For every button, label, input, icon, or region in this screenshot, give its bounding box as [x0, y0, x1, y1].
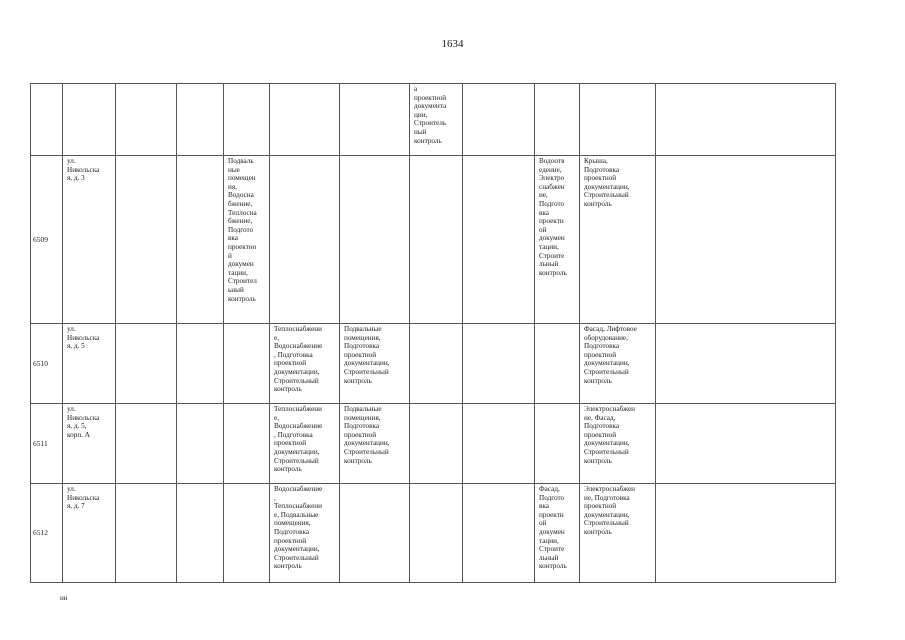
table-cell: [270, 156, 340, 324]
row-number: 6510: [31, 324, 63, 404]
table-row: [31, 484, 836, 583]
table-cell: [463, 484, 535, 583]
table-cell: Подвальные помещения, Подготовка проектной документации, Строительный контроль: [340, 404, 410, 484]
table-cell: [535, 404, 580, 484]
table-cell: а проектной документа ции, Строитель ный контроль: [410, 84, 463, 156]
table-cell: [340, 156, 410, 324]
table-cell: [270, 84, 340, 156]
address-cell: ул. Никольска я, д. 3: [63, 156, 116, 324]
table-cell: [463, 404, 535, 484]
table-cell: Теплоснабжени е, Водоснабжение , Подготовка проектной документации, Строительный контроль: [270, 324, 340, 404]
table-cell: [116, 484, 177, 583]
table-row: [31, 404, 836, 484]
footer-mark: нн: [60, 594, 68, 602]
address-cell: ул. Никольска я, д. 5, корп. А: [63, 404, 116, 484]
table-cell: [656, 84, 836, 156]
table-cell: [116, 324, 177, 404]
address-cell: ул. Никольска я, д. 7: [63, 484, 116, 583]
table-cell: [224, 404, 270, 484]
table-cell: [177, 404, 224, 484]
table-cell: Подвальные помещения, Подготовка проектной документации, Строительный контроль: [340, 324, 410, 404]
table-cell: [116, 84, 177, 156]
work-schedule-table: [30, 83, 836, 583]
row-number: 6512: [31, 484, 63, 583]
table-cell: [177, 484, 224, 583]
table-cell: [116, 156, 177, 324]
table-cell: [656, 484, 836, 583]
table-cell: Фасад, Подгото вка проектн ой докумен тации, Строите льный контроль: [535, 484, 580, 583]
row-number: [31, 84, 63, 156]
page-number: 1634: [441, 38, 464, 50]
table-cell: Крыша, Подготовка проектной документации, Строительный контроль: [580, 156, 656, 324]
table-cell: Водоотв едение, Электро снабжен ие, Подгото вка проектн ой докумен тации, Строите льный контроль: [535, 156, 580, 324]
table-cell: [340, 84, 410, 156]
table-cell: [340, 484, 410, 583]
table-cell: [463, 84, 535, 156]
table-cell: [177, 84, 224, 156]
table-cell: Электроснабжен ие, Подготовка проектной документации, Строительный контроль: [580, 484, 656, 583]
address-cell: ул. Никольска я, д. 5: [63, 324, 116, 404]
row-number: 6509: [31, 156, 63, 324]
table-row: [31, 324, 836, 404]
table-cell: Теплоснабжени е, Водоснабжение , Подготовка проектной документации, Строительный контроль: [270, 404, 340, 484]
table-cell: Электроснабжен ие, Фасад, Подготовка проектной документации, Строительный контроль: [580, 404, 656, 484]
table-cell: [656, 404, 836, 484]
table-row: [31, 84, 836, 156]
table-cell: [463, 324, 535, 404]
table-cell: [656, 156, 836, 324]
table-cell: [224, 484, 270, 583]
table-cell: [580, 84, 656, 156]
table-cell: [177, 324, 224, 404]
table-cell: [410, 156, 463, 324]
table-cell: [410, 324, 463, 404]
table-cell: [224, 324, 270, 404]
table-cell: [116, 404, 177, 484]
table-cell: [224, 84, 270, 156]
table-cell: [535, 84, 580, 156]
table-cell: [177, 156, 224, 324]
table-cell: [656, 324, 836, 404]
table-cell: Водоснабжение , Теплоснабжени е, Подвальные помещения, Подготовка проектной документации, Строительный контроль: [270, 484, 340, 583]
table-cell: [410, 404, 463, 484]
table-cell: [535, 324, 580, 404]
table-row: [31, 156, 836, 324]
table-cell: Подваль ные помещен ия, Водосна бжение, Теплосна бжение, Подгото вка проектно й докумен тации, Строител ьный контроль: [224, 156, 270, 324]
row-number: 6511: [31, 404, 63, 484]
table-cell: Фасад, Лифтовое оборудование, Подготовка проектной документации, Строительный контроль: [580, 324, 656, 404]
table-cell: [410, 484, 463, 583]
table-cell: [463, 156, 535, 324]
address-cell: [63, 84, 116, 156]
